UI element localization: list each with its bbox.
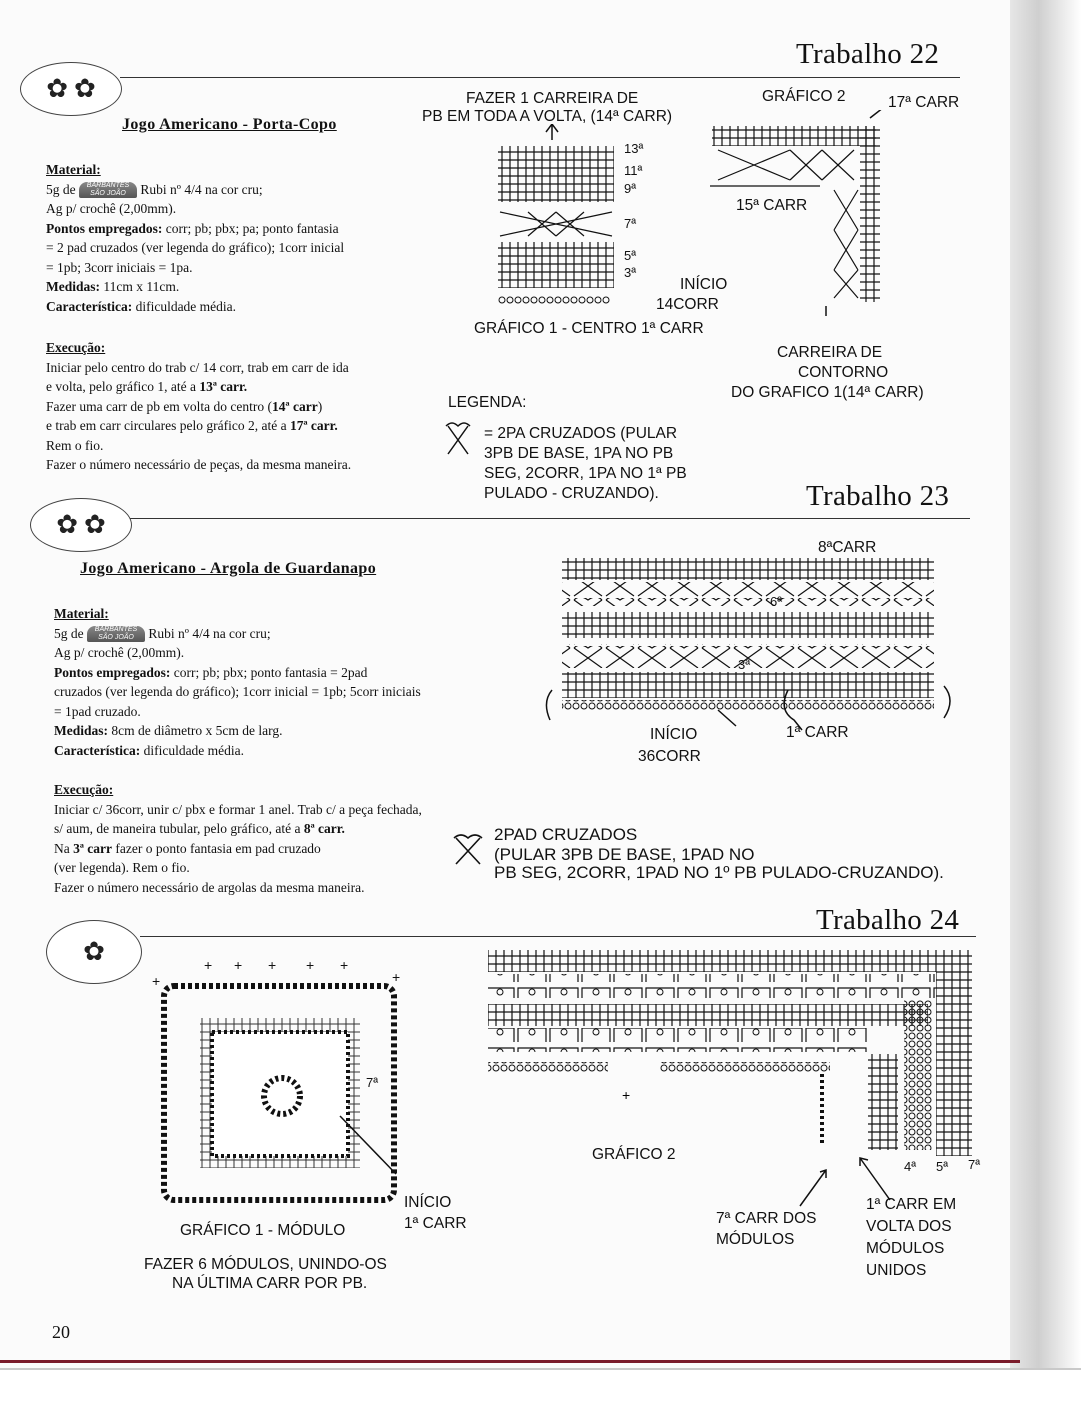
t24-label: UNIDOS	[866, 1262, 927, 1279]
execucao-label: Execução:	[54, 782, 114, 797]
exec-line: Fazer uma carr de pb em volta do centro (	[46, 398, 273, 414]
material-label: Material:	[46, 162, 101, 177]
exec-line: Iniciar pelo centro do trab c/ 14 corr, trab em carr de ida	[46, 359, 349, 375]
exec-line: Fazer o número necessário de peças, da mesma maneira.	[46, 457, 352, 472]
flower-icon: ✿	[46, 74, 68, 103]
legend-line: = 2PA CRUZADOS (PULAR	[484, 425, 678, 442]
exec-line: Fazer o número necessário de argolas da mesma maneira.	[54, 879, 365, 895]
pontos-line: = 1pb; 3corr iniciais = 1pa.	[46, 259, 193, 275]
section-rule-t23	[120, 518, 970, 519]
page-margin	[0, 1368, 1081, 1415]
t23-label: INÍCIO	[650, 726, 698, 743]
t24-label: VOLTA DOS	[866, 1218, 952, 1235]
row-label: 7ª	[624, 216, 637, 231]
t22-label: 14CORR	[656, 296, 719, 313]
legend-line: (PULAR 3PB DE BASE, 1PAD NO	[494, 845, 755, 864]
t24-label: 1ª CARR	[404, 1215, 467, 1232]
pontos-line: corr; pb; pbx; pa; ponto fantasia	[165, 220, 339, 236]
material-label: Material:	[54, 606, 109, 621]
flower-icon: ✿	[84, 510, 106, 539]
t24-label: GRÁFICO 1 - MÓDULO	[180, 1222, 346, 1239]
section-rule-t22	[120, 77, 960, 78]
exec-bold: 8ª carr.	[303, 821, 345, 836]
row-label: 7ª	[968, 1157, 981, 1172]
t24-label: 1ª CARR EM	[866, 1196, 957, 1213]
exec-line: s/ aum, de maneira tubular, pelo gráfico, até a	[54, 821, 301, 836]
page-bottom-border	[0, 1360, 1020, 1363]
t24-label: NA ÚLTIMA CARR POR PB.	[172, 1275, 368, 1292]
t22-chart-1	[490, 124, 630, 310]
svg-text:+: +	[204, 957, 213, 973]
t22-label: PB EM TODA A VOLTA, (14ª CARR)	[422, 108, 673, 125]
svg-text:+: +	[306, 957, 315, 973]
exec-bold: 13ª carr.	[199, 379, 248, 394]
execucao-label: Execução:	[46, 340, 106, 355]
row-label: 5ª	[624, 248, 637, 263]
row-label: 5ª	[936, 1159, 949, 1174]
heading-t22: Jogo Americano - Porta-Copo	[122, 116, 337, 133]
medidas-label: Medidas:	[54, 723, 108, 738]
legend-line: 3PB DE BASE, 1PA NO PB	[484, 445, 674, 462]
exec-line: Rem o fio.	[46, 437, 104, 453]
caracteristica-label: Característica:	[54, 742, 141, 758]
material-line: 5g de	[54, 625, 84, 641]
row-label: 11ª	[624, 163, 643, 178]
section-title-t22: Trabalho 22	[796, 38, 940, 70]
section-badge-t22	[20, 62, 122, 116]
pontos-label: Pontos empregados:	[54, 664, 171, 680]
row-label: 7ª	[366, 1075, 379, 1090]
exec-bold: 3ª carr	[73, 840, 113, 856]
exec-line: Na	[54, 840, 70, 856]
caracteristica-value: dificuldade média.	[135, 298, 237, 314]
svg-text:+: +	[152, 973, 161, 989]
flower-icon: ✿	[56, 510, 78, 539]
t22-label: 17ª CARR	[888, 94, 960, 111]
t23-label: 8ªCARR	[818, 539, 877, 556]
exec-line: (ver legenda). Rem o fio.	[54, 860, 190, 875]
caracteristica-value: dificuldade média.	[143, 742, 245, 758]
section-title-t24: Trabalho 24	[816, 904, 960, 936]
material-line: 5g de	[46, 181, 76, 197]
section-badge-t24	[46, 920, 142, 984]
medidas-label: Medidas:	[46, 279, 100, 294]
brand-logo: BARBANTES SÃO JOÃO	[87, 626, 145, 642]
t23-label: 1ª CARR	[786, 724, 849, 741]
exec-line: )	[317, 398, 323, 414]
svg-text:+: +	[392, 969, 401, 985]
t24-label: 7ª CARR DOS	[716, 1210, 817, 1227]
row-label: 3ª	[624, 265, 637, 280]
t24-label: MÓDULOS	[866, 1240, 945, 1257]
legend-symbol-icon	[444, 420, 474, 456]
pontos-line: = 1pad cruzado.	[54, 703, 141, 719]
exec-line: Iniciar c/ 36corr, unir c/ pbx e formar 1 anel. Trab c/ a peça fechada,	[54, 801, 422, 817]
row-label: 13ª	[624, 141, 644, 156]
t24-label: MÓDULOS	[716, 1231, 795, 1248]
t22-label: GRÁFICO 1 - CENTRO 1ª CARR	[474, 320, 704, 337]
page-number: 20	[52, 1322, 70, 1342]
material-line: Ag p/ crochê (2,00mm).	[54, 645, 185, 660]
medidas-value: 11cm x 11cm.	[103, 279, 180, 294]
caracteristica-label: Característica:	[46, 298, 133, 314]
exec-bold: 17ª carr.	[289, 418, 338, 433]
row-label: 4ª	[904, 1159, 917, 1174]
legend-title: LEGENDA:	[448, 394, 527, 411]
t22-label: GRÁFICO 2	[762, 88, 846, 105]
material-line: Ag p/ crochê (2,00mm).	[46, 201, 177, 216]
section-badge-t23	[30, 498, 132, 552]
pontos-line: = 2 pad cruzados (ver legenda do gráfico); 1corr inicial	[46, 240, 345, 255]
material-line: Rubi nº 4/4 na cor cru;	[140, 181, 263, 197]
t24-label: FAZER 6 MÓDULOS, UNINDO-OS	[144, 1256, 387, 1273]
legend-symbol-icon	[452, 832, 486, 866]
t22-label: CONTORNO	[798, 364, 889, 381]
t23-label: 36CORR	[638, 748, 701, 765]
pontos-line: corr; pb; pbx; ponto fantasia = 2pad	[173, 664, 368, 680]
exec-line: e trab em carr circulares pelo gráfico 2, até a	[46, 418, 287, 433]
legend-line: PULADO - CRUZANDO).	[484, 485, 659, 502]
heading-t23: Jogo Americano - Argola de Guardanapo	[80, 560, 377, 577]
t23-chart	[540, 550, 960, 734]
t22-label: INÍCIO	[680, 276, 728, 293]
pontos-line: cruzados (ver legenda do gráfico); 1corr inicial = 1pb; 5corr iniciais	[54, 684, 421, 699]
section-title-t23: Trabalho 23	[806, 480, 950, 512]
text-block-t22	[46, 160, 426, 475]
pontos-label: Pontos empregados:	[46, 220, 163, 236]
material-line: Rubi nº 4/4 na cor cru;	[148, 625, 271, 641]
t22-label: 15ª CARR	[736, 197, 808, 214]
legend-line: PB SEG, 2CORR, 1PAD NO 1º PB PULADO-CRUZANDO).	[494, 863, 944, 882]
svg-text:+: +	[622, 1087, 631, 1103]
t22-label: FAZER 1 CARREIRA DE	[466, 90, 639, 107]
legend-line: 2PAD CRUZADOS	[494, 825, 638, 844]
exec-bold: 14ª carr	[272, 398, 318, 414]
brand-logo: BARBANTES SÃO JOÃO	[79, 182, 137, 198]
page-edge	[1010, 0, 1081, 1413]
t22-label: DO GRAFICO 1(14ª CARR)	[731, 384, 924, 401]
exec-line: fazer o ponto fantasia em pad cruzado	[115, 840, 321, 856]
medidas-value: 8cm de diâmetro x 5cm de larg.	[111, 723, 283, 738]
svg-text:+: +	[268, 957, 277, 973]
t24-label: GRÁFICO 2	[592, 1146, 676, 1163]
flower-icon: ✿	[83, 937, 105, 966]
section-rule-t24	[140, 936, 976, 937]
legend-line: SEG, 2CORR, 1PA NO 1ª PB	[484, 465, 687, 482]
t22-label: CARREIRA DE	[777, 344, 883, 361]
svg-text:+: +	[234, 957, 243, 973]
t24-label: INÍCIO	[404, 1194, 452, 1211]
row-label: 9ª	[624, 181, 637, 196]
t24-chart-2	[484, 944, 978, 1170]
t22-chart-2	[710, 110, 896, 316]
flower-icon: ✿	[74, 74, 96, 103]
exec-line: e volta, pelo gráfico 1, até a	[46, 379, 196, 394]
svg-text:+: +	[340, 957, 349, 973]
